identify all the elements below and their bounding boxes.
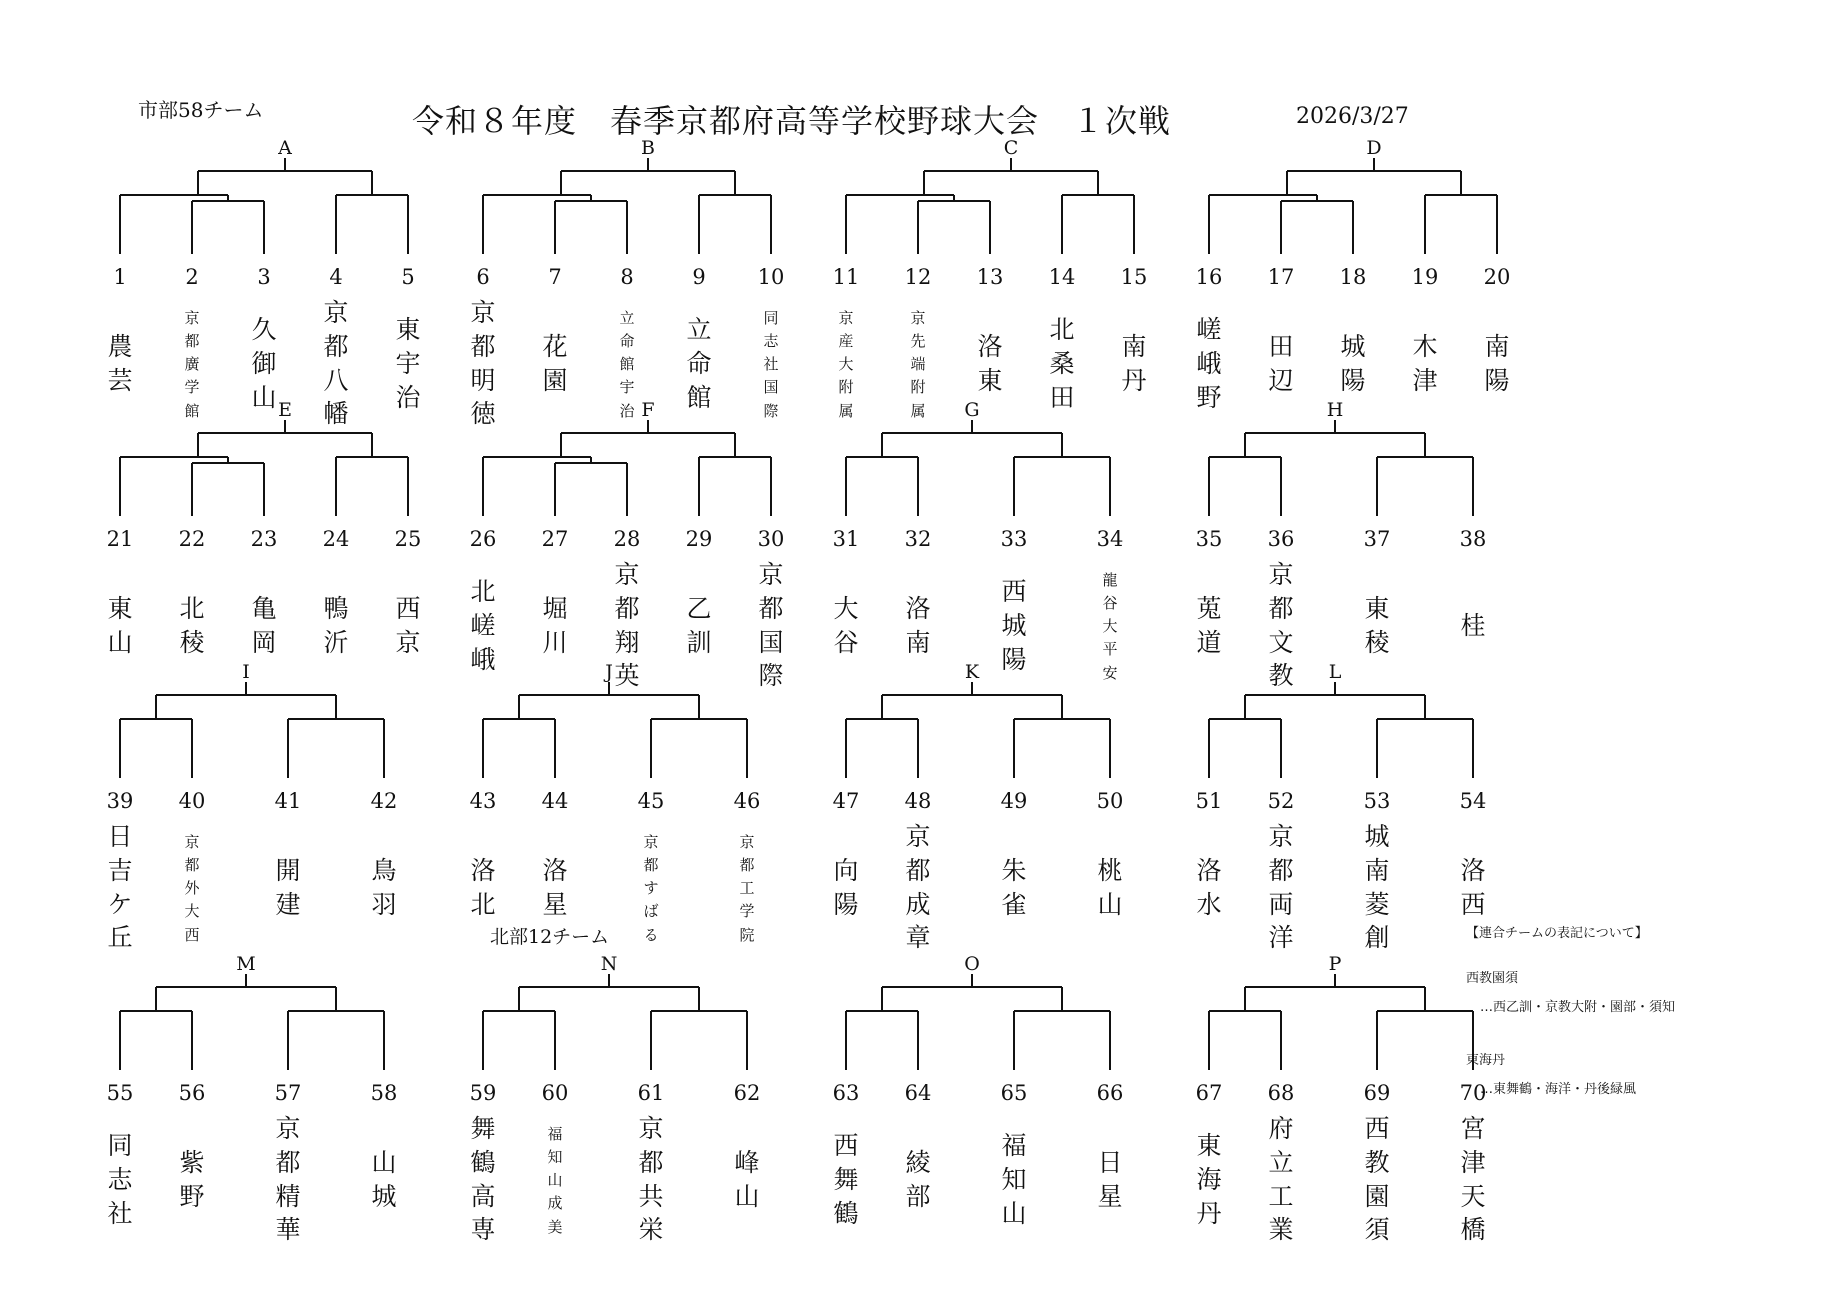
team-name: 紫 野 bbox=[179, 1148, 205, 1211]
team-name: 東 山 bbox=[107, 594, 133, 657]
team-number: 66 bbox=[1096, 1081, 1124, 1105]
team-name: 久 御 山 bbox=[251, 315, 277, 412]
team-number: 23 bbox=[250, 527, 278, 551]
team-number: 68 bbox=[1267, 1081, 1295, 1105]
team-number: 4 bbox=[329, 265, 343, 289]
team-name: 龍 谷 大 平 安 bbox=[1102, 570, 1118, 682]
team-number: 15 bbox=[1120, 265, 1148, 289]
team-name: 府 立 工 業 bbox=[1268, 1114, 1294, 1245]
team-number: 57 bbox=[274, 1081, 302, 1105]
team-name: 堀 川 bbox=[542, 594, 568, 657]
team-name: 桂 bbox=[1460, 611, 1486, 640]
team-number: 35 bbox=[1195, 527, 1223, 551]
team-name: 東 稜 bbox=[1364, 594, 1390, 657]
team-name: 西 教 園 須 bbox=[1364, 1114, 1390, 1245]
team-name: 同 志 社 bbox=[107, 1131, 133, 1228]
team-name: 京 都 す ば る bbox=[643, 832, 659, 944]
team-name: 東 宇 治 bbox=[395, 315, 421, 412]
team-name: 乙 訓 bbox=[686, 594, 712, 657]
team-number: 6 bbox=[476, 265, 490, 289]
team-number: 54 bbox=[1459, 789, 1487, 813]
team-number: 20 bbox=[1483, 265, 1511, 289]
team-number: 51 bbox=[1195, 789, 1223, 813]
team-number: 27 bbox=[541, 527, 569, 551]
team-number: 1 bbox=[113, 265, 127, 289]
team-number: 29 bbox=[685, 527, 713, 551]
team-name: 京 都 工 学 院 bbox=[739, 832, 755, 944]
team-name: 鳥 羽 bbox=[371, 856, 397, 919]
team-name: 桃 山 bbox=[1097, 856, 1123, 919]
team-name: 南 丹 bbox=[1121, 332, 1147, 395]
team-name: 北 稜 bbox=[179, 594, 205, 657]
team-name: 東 海 丹 bbox=[1196, 1131, 1222, 1228]
team-number: 40 bbox=[178, 789, 206, 813]
team-number: 58 bbox=[370, 1081, 398, 1105]
block-label: F bbox=[641, 399, 655, 421]
team-name: 鴨 沂 bbox=[323, 594, 349, 657]
team-number: 34 bbox=[1096, 527, 1124, 551]
team-number: 26 bbox=[469, 527, 497, 551]
team-number: 11 bbox=[832, 265, 860, 289]
team-number: 67 bbox=[1195, 1081, 1223, 1105]
block-label: K bbox=[964, 661, 980, 683]
team-name: 莵 道 bbox=[1196, 594, 1222, 657]
team-number: 13 bbox=[976, 265, 1004, 289]
team-name: 向 陽 bbox=[833, 856, 859, 919]
team-name: 田 辺 bbox=[1268, 332, 1294, 395]
team-name: 京 都 廣 学 館 bbox=[184, 308, 200, 420]
team-number: 43 bbox=[469, 789, 497, 813]
team-name: 北 桑 田 bbox=[1049, 315, 1075, 412]
team-number: 48 bbox=[904, 789, 932, 813]
tournament-date: 2026/3/27 bbox=[1296, 104, 1409, 129]
team-name: 京 都 八 幡 bbox=[323, 298, 349, 429]
team-name: 西 城 陽 bbox=[1001, 577, 1027, 674]
team-name: 農 芸 bbox=[107, 332, 133, 395]
block-label: E bbox=[278, 399, 292, 421]
team-number: 37 bbox=[1363, 527, 1391, 551]
block-label: D bbox=[1366, 137, 1382, 159]
team-name: 日 星 bbox=[1097, 1148, 1123, 1211]
team-name: 南 陽 bbox=[1484, 332, 1510, 395]
team-name: 立 命 館 bbox=[686, 315, 712, 412]
team-number: 39 bbox=[106, 789, 134, 813]
team-number: 41 bbox=[274, 789, 302, 813]
block-label: O bbox=[964, 953, 980, 975]
team-number: 36 bbox=[1267, 527, 1295, 551]
block-label: J bbox=[605, 661, 613, 683]
note-team-members: …東舞鶴・海洋・丹後緑風 bbox=[1480, 1082, 1637, 1097]
team-number: 21 bbox=[106, 527, 134, 551]
block-label: C bbox=[1003, 137, 1019, 159]
note-team-name: 西教園須 bbox=[1466, 971, 1519, 986]
team-number: 49 bbox=[1000, 789, 1028, 813]
team-name: 亀 岡 bbox=[251, 594, 277, 657]
team-name: 福 知 山 成 美 bbox=[547, 1124, 563, 1236]
team-number: 70 bbox=[1459, 1081, 1487, 1105]
team-name: 京 都 国 際 bbox=[758, 560, 784, 691]
team-number: 16 bbox=[1195, 265, 1223, 289]
team-name: 山 城 bbox=[371, 1148, 397, 1211]
team-name: 嵯 峨 野 bbox=[1196, 315, 1222, 412]
team-name: 木 津 bbox=[1412, 332, 1438, 395]
team-name: 立 命 館 宇 治 bbox=[619, 308, 635, 420]
team-number: 46 bbox=[733, 789, 761, 813]
team-name: 北 嵯 峨 bbox=[470, 577, 496, 674]
team-number: 56 bbox=[178, 1081, 206, 1105]
block-label: A bbox=[278, 137, 292, 159]
team-number: 2 bbox=[185, 265, 199, 289]
team-name: 花 園 bbox=[542, 332, 568, 395]
block-label: N bbox=[600, 953, 618, 975]
team-name: 京 都 明 徳 bbox=[470, 298, 496, 429]
team-number: 65 bbox=[1000, 1081, 1028, 1105]
team-number: 62 bbox=[733, 1081, 761, 1105]
block-label: M bbox=[236, 953, 256, 975]
team-name: 京 都 文 教 bbox=[1268, 560, 1294, 691]
team-name: 洛 水 bbox=[1196, 856, 1222, 919]
team-name: 福 知 山 bbox=[1001, 1131, 1027, 1228]
team-number: 53 bbox=[1363, 789, 1391, 813]
team-name: 宮 津 天 橋 bbox=[1460, 1114, 1486, 1245]
team-number: 42 bbox=[370, 789, 398, 813]
team-name: 舞 鶴 高 専 bbox=[470, 1114, 496, 1245]
team-number: 38 bbox=[1459, 527, 1487, 551]
team-name: 西 舞 鶴 bbox=[833, 1131, 859, 1228]
team-name: 京 都 精 華 bbox=[275, 1114, 301, 1245]
notes-title: 【連合チームの表記について】 bbox=[1466, 926, 1648, 941]
team-number: 28 bbox=[613, 527, 641, 551]
team-number: 3 bbox=[257, 265, 271, 289]
block-label: P bbox=[1328, 953, 1342, 975]
note-team-members: …西乙訓・京教大附・園部・須知 bbox=[1480, 1000, 1676, 1015]
page-title: 令和８年度 春季京都府高等学校野球大会 １次戦 bbox=[412, 102, 1172, 140]
team-number: 63 bbox=[832, 1081, 860, 1105]
block-label: G bbox=[964, 399, 980, 421]
team-name: 洛 東 bbox=[977, 332, 1003, 395]
team-number: 59 bbox=[469, 1081, 497, 1105]
team-number: 7 bbox=[548, 265, 562, 289]
team-number: 30 bbox=[757, 527, 785, 551]
team-number: 9 bbox=[692, 265, 706, 289]
block-label: H bbox=[1326, 399, 1344, 421]
team-name: 京 先 端 附 属 bbox=[910, 308, 926, 420]
team-number: 45 bbox=[637, 789, 665, 813]
team-name: 京 都 成 章 bbox=[905, 822, 931, 953]
team-name: 同 志 社 国 際 bbox=[763, 308, 779, 420]
team-name: 峰 山 bbox=[734, 1148, 760, 1211]
team-name: 大 谷 bbox=[833, 594, 859, 657]
team-number: 25 bbox=[394, 527, 422, 551]
block-label: L bbox=[1328, 661, 1342, 683]
division-label-city: 市部58チーム bbox=[138, 98, 264, 122]
team-name: 綾 部 bbox=[905, 1148, 931, 1211]
team-name: 朱 雀 bbox=[1001, 856, 1027, 919]
team-number: 12 bbox=[904, 265, 932, 289]
team-number: 33 bbox=[1000, 527, 1028, 551]
team-number: 55 bbox=[106, 1081, 134, 1105]
team-name: 開 建 bbox=[275, 856, 301, 919]
team-number: 44 bbox=[541, 789, 569, 813]
team-name: 京 産 大 附 属 bbox=[838, 308, 854, 420]
note-team-name: 東海丹 bbox=[1466, 1053, 1506, 1068]
team-name: 城 南 菱 創 bbox=[1364, 822, 1390, 953]
team-number: 64 bbox=[904, 1081, 932, 1105]
team-name: 日 吉 ケ 丘 bbox=[107, 822, 133, 953]
block-label: I bbox=[242, 661, 250, 683]
team-number: 19 bbox=[1411, 265, 1439, 289]
team-number: 69 bbox=[1363, 1081, 1391, 1105]
team-number: 47 bbox=[832, 789, 860, 813]
joint-team-notes bbox=[1466, 922, 1806, 1097]
team-name: 京 都 翔 英 bbox=[614, 560, 640, 691]
team-number: 24 bbox=[322, 527, 350, 551]
team-number: 18 bbox=[1339, 265, 1367, 289]
team-number: 14 bbox=[1048, 265, 1076, 289]
team-number: 60 bbox=[541, 1081, 569, 1105]
team-number: 22 bbox=[178, 527, 206, 551]
team-name: 洛 北 bbox=[470, 856, 496, 919]
team-number: 5 bbox=[401, 265, 415, 289]
team-number: 10 bbox=[757, 265, 785, 289]
team-number: 31 bbox=[832, 527, 860, 551]
team-number: 8 bbox=[620, 265, 634, 289]
team-name: 西 京 bbox=[395, 594, 421, 657]
team-number: 32 bbox=[904, 527, 932, 551]
team-number: 50 bbox=[1096, 789, 1124, 813]
team-name: 洛 西 bbox=[1460, 856, 1486, 919]
division-label-north: 北部12チーム bbox=[490, 926, 610, 948]
team-name: 京 都 外 大 西 bbox=[184, 832, 200, 944]
team-number: 17 bbox=[1267, 265, 1295, 289]
team-name: 洛 星 bbox=[542, 856, 568, 919]
team-name: 京 都 両 洋 bbox=[1268, 822, 1294, 953]
team-number: 52 bbox=[1267, 789, 1295, 813]
team-name: 城 陽 bbox=[1340, 332, 1366, 395]
team-name: 京 都 共 栄 bbox=[638, 1114, 664, 1245]
block-label: B bbox=[641, 137, 655, 159]
team-number: 61 bbox=[637, 1081, 665, 1105]
team-name: 洛 南 bbox=[905, 594, 931, 657]
